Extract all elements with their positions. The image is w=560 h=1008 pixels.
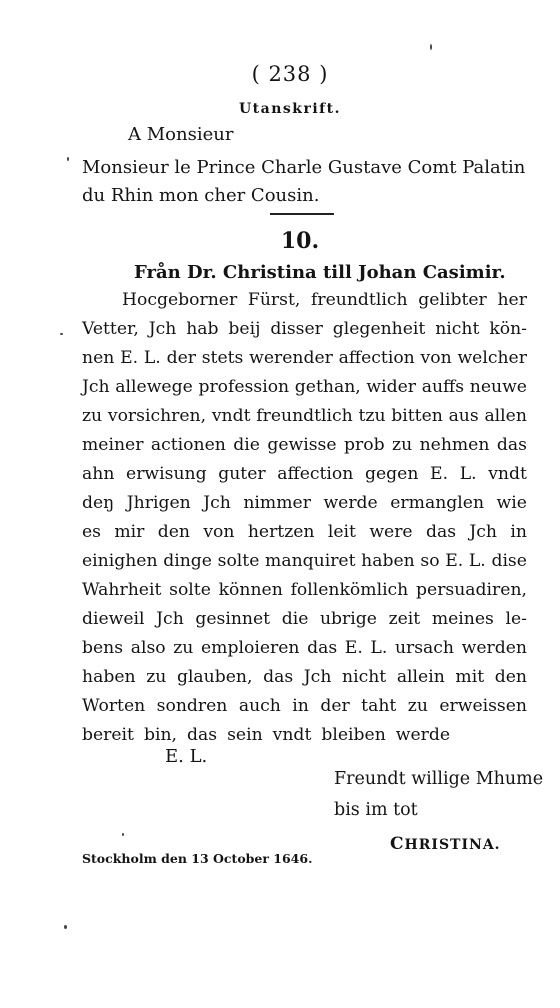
body-word: le- [505,609,527,629]
body-word: einighen [82,551,158,571]
body-word: gegen [364,464,419,484]
body-word: so [420,551,440,571]
signature-initial: C [390,834,405,854]
body-word: wider [366,377,417,397]
body-word: haben [82,667,136,687]
body-line [82,663,527,692]
body-word: von [203,522,235,542]
body-word: nehmen [419,435,490,455]
body-word: L. [370,638,388,658]
body-word: gewisse [267,435,337,455]
body-word: Jch [148,319,177,339]
body-line [82,692,527,721]
body-word: auch [238,696,281,716]
body-word: were [369,522,413,542]
body-word: deŋ [82,493,115,513]
body-line [82,344,527,373]
body-word: Jch [469,522,497,542]
body-word: beij [228,319,261,339]
body-word: das [425,522,457,542]
body-word: ahn [82,464,115,484]
body-word: E. [445,551,464,571]
body-word: mit [455,667,485,687]
body-word: es [82,522,101,542]
body-word: zu [392,435,413,455]
body-word: dieweil [82,609,145,629]
body-word: bleiben [321,725,386,745]
body-word: werde [323,493,378,513]
address-line-1: A Monsieur [128,124,234,145]
body-line [82,634,527,663]
body-word: tzu [358,406,386,426]
body-word: hertzen [247,522,315,542]
address-line-2: Monsieur le Prince Charle Gustave Comt Palatin [82,157,526,178]
body-word: sein [227,725,263,745]
body-word: den [157,522,190,542]
body-word: ursach [394,638,454,658]
body-word: zu [146,667,167,687]
body-word: nicht [342,667,387,687]
body-word: affection [338,348,415,368]
body-word: freundtlich [311,290,408,310]
body-word: mir [114,522,145,542]
body-word: neuwe [469,377,527,397]
body-word: guter [218,464,266,484]
body-word: aus [448,406,479,426]
body-line [82,518,527,547]
body-word: Jch [82,377,110,397]
body-word: freundtlich [256,406,353,426]
body-word: die [281,609,309,629]
body-word: nen [82,348,115,368]
letter-heading: Från Dr. Christina till Johan Casimir. [134,262,506,283]
body-word: allewege [115,377,193,397]
body-word: solte [217,551,260,571]
body-word: zu [407,696,428,716]
body-word: der [166,348,196,368]
body-word: E. [120,348,139,368]
body-word: haben [361,551,415,571]
body-word: werden [461,638,527,658]
body-word: leit [327,522,356,542]
signature-rest: HRISTINA. [404,837,501,853]
letter-number: 10. [280,228,320,254]
body-word: hab [186,319,219,339]
body-line [82,605,527,634]
body-word: ubrige [319,609,377,629]
body-word: dise [491,551,527,571]
body-word: gelibter [418,290,487,310]
print-speck [430,44,432,50]
body-word: her [497,290,527,310]
body-word: stets [201,348,244,368]
body-word: das [496,435,527,455]
place-date: Stockholm den 13 October 1646. [82,851,313,866]
body-word: zu [173,638,194,658]
body-word: werde [395,725,451,745]
body-word: dinge [163,551,212,571]
page-number: ( 238 ) [251,62,329,86]
body-word: ermanglen [390,493,485,513]
body-word: das [307,638,338,658]
body-word: nicht [435,319,480,339]
body-word: Wahrheit [82,580,162,600]
body-word: vorsichren, [107,406,207,426]
body-word: in [292,696,309,716]
signature [390,834,501,854]
body-word: E. [430,464,449,484]
body-word: Jch [156,609,184,629]
body-word: emploieren [201,638,300,658]
body-word: L. [143,348,161,368]
body-word: gesinnet [195,609,271,629]
body-word: das [263,667,294,687]
closing-line-1: Freundt willige Mhume [334,769,544,789]
body-line [82,489,527,518]
body-word: also [130,638,166,658]
body-word: Hocgeborner [122,290,238,310]
body-word: glegenheit [332,319,426,339]
body-line [82,721,527,750]
body-word: Fürst, [247,290,301,310]
body-word: erweissen [439,696,527,716]
body-word: actionen [150,435,226,455]
body-line [82,431,527,460]
body-word: profession [198,377,290,397]
print-speck [64,925,67,929]
print-speck [60,333,63,335]
body-word: allen [484,406,527,426]
body-line [82,576,527,605]
body-word: vndt [488,464,527,484]
body-word: bin, [143,725,178,745]
body-word: follenkömlich [290,580,409,600]
body-line [82,460,527,489]
body-line [82,547,527,576]
print-speck [67,157,69,161]
body-word: wie [496,493,527,513]
salutation-initials: E. L. [165,746,208,767]
body-word: bitten [391,406,443,426]
body-word: die [233,435,260,455]
body-word: auffs [421,377,465,397]
body-word: bens [82,638,124,658]
body-word: vndt [272,725,312,745]
body-word: glauben, [176,667,253,687]
body-word: erwisung [126,464,207,484]
body-word: nimmer [243,493,311,513]
body-word: disser [270,319,323,339]
print-speck [122,833,124,836]
body-word: welcher [457,348,527,368]
body-line [82,286,527,315]
body-word: gethan, [294,377,361,397]
body-word: vndt [211,406,251,426]
body-word: von [420,348,452,368]
body-word: zeit [388,609,421,629]
body-word: prob [344,435,385,455]
body-word: Worten [82,696,146,716]
body-line [82,373,527,402]
body-word: Jch [303,667,332,687]
body-word: persuadiren, [416,580,527,600]
body-word: können [218,580,283,600]
body-line [82,315,527,344]
letter-body [82,286,527,750]
closing-line-2: bis im tot [334,800,418,820]
body-word: manquiret [265,551,356,571]
body-word: Jhrigen [126,493,191,513]
body-word: solte [169,580,211,600]
body-word: bereit [82,725,134,745]
body-word: taht [361,696,397,716]
section-divider [270,213,334,215]
address-line-3: du Rhin mon cher Cousin. [82,185,320,206]
body-word: in [510,522,527,542]
body-word: Vetter, [82,319,139,339]
body-word: das [187,725,218,745]
body-word: Jch [203,493,231,513]
body-word: kön- [489,319,527,339]
body-word: L. [459,464,477,484]
body-word: sondren [156,696,228,716]
body-word: meines [431,609,494,629]
subheading-utanskrift: Utanskrift. [238,101,342,117]
body-word: meiner [82,435,144,455]
body-word: L. [468,551,486,571]
body-word: der [320,696,350,716]
body-word: allein [396,667,445,687]
body-line [82,402,527,431]
body-word: den [494,667,527,687]
body-word: E. [344,638,363,658]
body-word: zu [82,406,103,426]
body-word: werender [249,348,333,368]
body-word: affection [277,464,354,484]
